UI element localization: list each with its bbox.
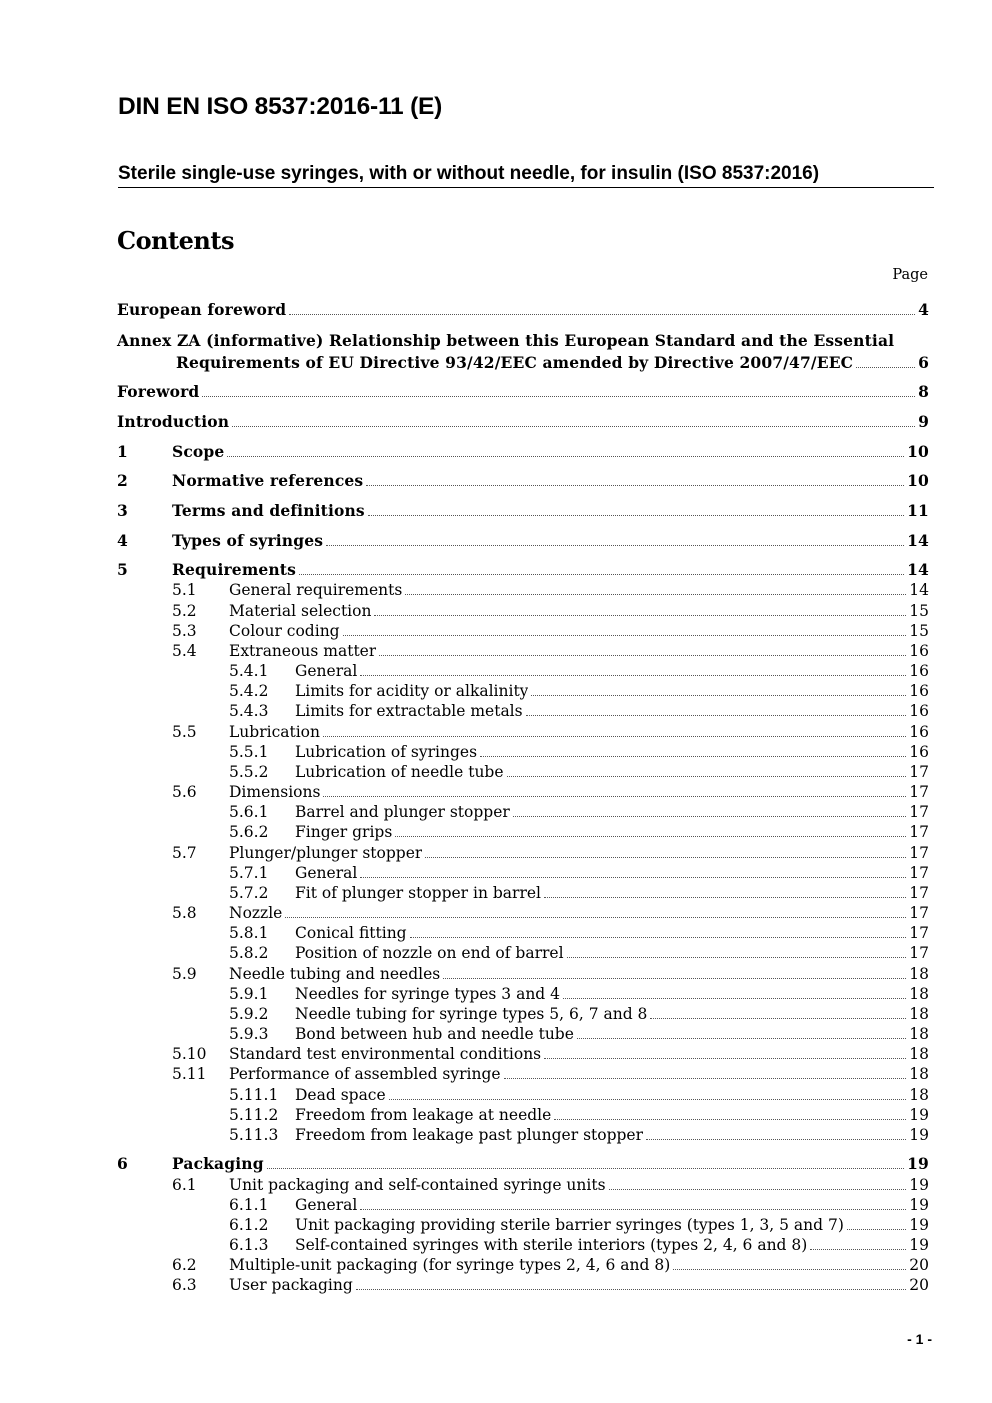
toc-entry-page: 17 xyxy=(909,944,929,962)
toc-entry-page: 16 xyxy=(909,662,929,680)
toc-dot-leader xyxy=(609,1188,907,1190)
toc-entry-number: 6.1.1 xyxy=(229,1196,269,1214)
toc-entry-number: 5.3 xyxy=(172,622,197,640)
toc-entry[interactable] xyxy=(117,412,929,432)
toc-entry[interactable] xyxy=(117,442,929,462)
toc-entry[interactable] xyxy=(117,681,929,701)
toc-dot-leader xyxy=(646,1138,906,1140)
toc-entry-number: 6.1.2 xyxy=(229,1216,269,1234)
toc-entry-title: Dead space xyxy=(295,1086,386,1104)
toc-entry-page: 18 xyxy=(909,985,929,1003)
toc-entry[interactable] xyxy=(117,822,929,842)
toc-entry-page: 17 xyxy=(909,844,929,862)
toc-entry-number: 5.5.1 xyxy=(229,743,269,761)
toc-entry-page: 16 xyxy=(909,723,929,741)
document-title: Sterile single-use syringes, with or without needle, for insulin (ISO 8537:2016) xyxy=(118,163,934,188)
toc-dot-leader xyxy=(289,313,915,315)
toc-entry-title: Multiple-unit packaging (for syringe types 2, 4, 6 and 8) xyxy=(229,1256,671,1274)
toc-dot-leader xyxy=(368,514,904,516)
toc-entry-title: Types of syringes xyxy=(172,531,324,550)
toc-entry-page: 20 xyxy=(909,1256,929,1274)
toc-entry-page: 20 xyxy=(909,1276,929,1294)
toc-entry-title: Scope xyxy=(172,442,225,461)
toc-entry-number: 6.1 xyxy=(172,1176,197,1194)
toc-entry-number: 5.10 xyxy=(172,1045,207,1063)
toc-entry[interactable] xyxy=(117,984,929,1004)
toc-entry[interactable] xyxy=(117,382,929,402)
toc-entry-title: Material selection xyxy=(229,602,372,620)
toc-entry-number: 5.7.1 xyxy=(229,864,269,882)
toc-dot-leader xyxy=(232,425,915,427)
toc-entry-page: 19 xyxy=(909,1236,929,1254)
toc-entry[interactable] xyxy=(117,1125,929,1145)
toc-dot-leader xyxy=(374,614,906,616)
toc-entry[interactable] xyxy=(117,863,929,883)
toc-dot-leader xyxy=(567,956,907,958)
toc-entry[interactable] xyxy=(117,661,929,681)
toc-entry-page: 18 xyxy=(909,1025,929,1043)
toc-entry-number: 5.9 xyxy=(172,965,197,983)
toc-entry[interactable] xyxy=(117,802,929,822)
toc-entry-number: 5.4.3 xyxy=(229,702,269,720)
toc-entry-page: 18 xyxy=(909,1065,929,1083)
toc-dot-leader xyxy=(366,484,904,486)
page-column-label: Page xyxy=(892,267,928,283)
toc-entry[interactable] xyxy=(117,843,929,863)
toc-entry-number: 5.4.2 xyxy=(229,682,269,700)
toc-entry-page: 19 xyxy=(909,1126,929,1144)
toc-entry[interactable] xyxy=(117,1175,929,1195)
toc-dot-leader xyxy=(343,634,907,636)
toc-dot-leader xyxy=(425,856,906,858)
toc-entry-page: 16 xyxy=(909,682,929,700)
toc-dot-leader xyxy=(531,694,906,696)
toc-entry-page: 19 xyxy=(907,1154,929,1173)
toc-dot-leader xyxy=(480,755,906,757)
toc-entry-page: 10 xyxy=(907,471,929,490)
toc-dot-leader xyxy=(267,1167,904,1169)
toc-entry[interactable] xyxy=(117,1004,929,1024)
toc-entry-title: General xyxy=(295,864,358,882)
toc-entry-title: Terms and definitions xyxy=(172,501,365,520)
toc-entry-title: Colour coding xyxy=(229,622,340,640)
toc-entry-number: 5 xyxy=(117,560,128,579)
toc-entry-number: 6.2 xyxy=(172,1256,197,1274)
toc-entry-number: 3 xyxy=(117,501,128,520)
toc-dot-leader xyxy=(202,395,915,397)
toc-entry[interactable] xyxy=(117,701,929,721)
toc-entry-title: Limits for extractable metals xyxy=(295,702,523,720)
toc-entry-page: 14 xyxy=(907,560,929,579)
toc-entry-title: Freedom from leakage at needle xyxy=(295,1106,552,1124)
toc-entry-page: 10 xyxy=(907,442,929,461)
toc-entry-title: Barrel and plunger stopper xyxy=(295,803,510,821)
toc-dot-leader xyxy=(544,1057,906,1059)
toc-entry-title: European foreword xyxy=(117,300,287,319)
document-id: DIN EN ISO 8537:2016-11 (E) xyxy=(118,93,443,120)
toc-entry-title: Packaging xyxy=(172,1154,264,1173)
toc-dot-leader xyxy=(379,654,906,656)
toc-entry-page: 17 xyxy=(909,864,929,882)
toc-entry[interactable] xyxy=(117,531,929,551)
toc-entry-title: Needle tubing and needles xyxy=(229,965,441,983)
toc-entry-number: 6.3 xyxy=(172,1276,197,1294)
toc-entry[interactable] xyxy=(117,471,929,491)
toc-entry[interactable] xyxy=(117,1215,929,1235)
toc-entry-number: 5.11 xyxy=(172,1065,207,1083)
toc-dot-leader xyxy=(810,1248,906,1250)
toc-entry-page: 16 xyxy=(909,743,929,761)
toc-entry-number: 5.4 xyxy=(172,642,197,660)
toc-entry[interactable] xyxy=(117,300,929,320)
toc-entry-title: Fit of plunger stopper in barrel xyxy=(295,884,541,902)
toc-entry-number: 6 xyxy=(117,1154,128,1173)
toc-entry-number: 5.2 xyxy=(172,602,197,620)
toc-entry[interactable] xyxy=(117,782,929,802)
toc-dot-leader xyxy=(443,977,906,979)
toc-entry-page: 6 xyxy=(918,353,929,372)
toc-entry[interactable] xyxy=(117,742,929,762)
toc-entry-number: 5.11.1 xyxy=(229,1086,279,1104)
toc-entry-title: Self-contained syringes with sterile interiors (types 2, 4, 6 and 8) xyxy=(295,1236,808,1254)
toc-dot-leader xyxy=(410,936,907,938)
toc-entry-page: 16 xyxy=(909,702,929,720)
toc-entry-title: Unit packaging and self-contained syringe units xyxy=(229,1176,606,1194)
toc-entry-number: 6.1.3 xyxy=(229,1236,269,1254)
toc-dot-leader xyxy=(405,593,906,595)
toc-entry-page: 4 xyxy=(918,300,929,319)
toc-entry-number: 5.5.2 xyxy=(229,763,269,781)
toc-entry[interactable] xyxy=(117,1154,929,1174)
toc-dot-leader xyxy=(554,1118,906,1120)
toc-entry-page: 14 xyxy=(909,581,929,599)
toc-entry-title: Plunger/plunger stopper xyxy=(229,844,423,862)
toc-entry[interactable] xyxy=(117,1105,929,1125)
toc-entry-page: 9 xyxy=(918,412,929,431)
toc-entry-number: 5.6.1 xyxy=(229,803,269,821)
toc-dot-leader xyxy=(326,544,904,546)
toc-entry[interactable] xyxy=(117,1275,929,1295)
toc-entry-page: 18 xyxy=(909,1086,929,1104)
toc-entry[interactable] xyxy=(117,1044,929,1064)
toc-entry-page: 17 xyxy=(909,823,929,841)
toc-entry-title: General xyxy=(295,662,358,680)
toc-entry[interactable] xyxy=(117,1064,929,1084)
toc-entry-title: Lubrication of syringes xyxy=(295,743,478,761)
toc-dot-leader xyxy=(356,1288,906,1290)
toc-entry-number: 4 xyxy=(117,531,128,550)
toc-entry-page: 17 xyxy=(909,803,929,821)
toc-entry[interactable] xyxy=(117,1085,929,1105)
toc-entry-title: User packaging xyxy=(229,1276,353,1294)
toc-entry-page: 19 xyxy=(909,1176,929,1194)
toc-entry[interactable] xyxy=(117,1024,929,1044)
toc-entry-number: 5.9.2 xyxy=(229,1005,269,1023)
toc-entry-number: 5.8.2 xyxy=(229,944,269,962)
toc-entry[interactable] xyxy=(117,501,929,521)
toc-entry-page: 17 xyxy=(909,763,929,781)
toc-entry[interactable] xyxy=(117,903,929,923)
toc-entry-number: 5.8 xyxy=(172,904,197,922)
toc-entry-title: Lubrication of needle tube xyxy=(295,763,504,781)
toc-entry-title: Position of nozzle on end of barrel xyxy=(295,944,564,962)
toc-entry-title: Extraneous matter xyxy=(229,642,377,660)
toc-entry-page: 14 xyxy=(907,531,929,550)
toc-entry-number: 5.11.2 xyxy=(229,1106,279,1124)
toc-dot-leader xyxy=(507,775,907,777)
toc-entry-title: Limits for acidity or alkalinity xyxy=(295,682,529,700)
toc-entry-annex-line1[interactable]: Annex ZA (informative) Relationship between this European Standard and the Essential xyxy=(117,331,895,350)
toc-entry-number: 2 xyxy=(117,471,128,490)
toc-dot-leader xyxy=(389,1098,907,1100)
toc-dot-leader xyxy=(299,573,904,575)
toc-entry-page: 19 xyxy=(909,1216,929,1234)
toc-entry-number: 5.9.1 xyxy=(229,985,269,1003)
toc-entry-page: 8 xyxy=(918,382,929,401)
toc-entry[interactable] xyxy=(117,353,929,373)
toc-dot-leader xyxy=(563,997,906,999)
toc-entry-title: Performance of assembled syringe xyxy=(229,1065,501,1083)
toc-dot-leader xyxy=(544,896,906,898)
toc-entry-title: Nozzle xyxy=(229,904,283,922)
toc-dot-leader xyxy=(227,455,904,457)
toc-entry[interactable] xyxy=(117,762,929,782)
toc-entry[interactable] xyxy=(117,964,929,984)
toc-entry[interactable] xyxy=(117,943,929,963)
toc-entry-title: Needle tubing for syringe types 5, 6, 7 and 8 xyxy=(295,1005,648,1023)
toc-entry-title: Lubrication xyxy=(229,723,320,741)
toc-entry[interactable] xyxy=(117,1195,929,1215)
toc-dot-leader xyxy=(360,1208,906,1210)
toc-entry[interactable] xyxy=(117,923,929,943)
toc-entry[interactable] xyxy=(117,1235,929,1255)
toc-dot-leader xyxy=(504,1077,907,1079)
toc-entry-number: 5.11.3 xyxy=(229,1126,279,1144)
toc-entry-title: Requirements of EU Directive 93/42/EEC amended by Directive 2007/47/EEC xyxy=(176,353,854,372)
toc-entry-page: 17 xyxy=(909,884,929,902)
toc-entry-title: Dimensions xyxy=(229,783,321,801)
toc-entry-page: 17 xyxy=(909,904,929,922)
toc-entry-number: 5.8.1 xyxy=(229,924,269,942)
toc-entry-page: 17 xyxy=(909,924,929,942)
toc-entry[interactable] xyxy=(117,580,929,600)
toc-entry-number: 5.9.3 xyxy=(229,1025,269,1043)
toc-entry-title: Bond between hub and needle tube xyxy=(295,1025,574,1043)
toc-entry-page: 19 xyxy=(909,1196,929,1214)
toc-entry-title: Freedom from leakage past plunger stopper xyxy=(295,1126,644,1144)
toc-dot-leader xyxy=(673,1268,906,1270)
toc-entry-title: General xyxy=(295,1196,358,1214)
toc-dot-leader xyxy=(285,916,906,918)
toc-entry-page: 18 xyxy=(909,965,929,983)
toc-entry-title: Requirements xyxy=(172,560,296,579)
toc-entry[interactable] xyxy=(117,601,929,621)
toc-entry-title: Conical fitting xyxy=(295,924,407,942)
toc-dot-leader xyxy=(395,835,906,837)
toc-entry[interactable] xyxy=(117,621,929,641)
toc-entry[interactable] xyxy=(117,641,929,661)
toc-entry-page: 18 xyxy=(909,1045,929,1063)
toc-entry[interactable] xyxy=(117,883,929,903)
toc-entry-number: 1 xyxy=(117,442,128,461)
toc-entry-number: 5.4.1 xyxy=(229,662,269,680)
toc-entry-page: 15 xyxy=(909,622,929,640)
toc-dot-leader xyxy=(360,674,906,676)
toc-entry-page: 16 xyxy=(909,642,929,660)
toc-entry-title: Normative references xyxy=(172,471,364,490)
toc-entry[interactable] xyxy=(117,1255,929,1275)
toc-entry-page: 17 xyxy=(909,783,929,801)
toc-dot-leader xyxy=(577,1037,906,1039)
toc-entry-title: Finger grips xyxy=(295,823,393,841)
toc-entry-title: General requirements xyxy=(229,581,403,599)
toc-entry[interactable] xyxy=(117,722,929,742)
page-number: - 1 - xyxy=(907,1331,932,1347)
contents-heading: Contents xyxy=(117,226,234,255)
toc-entry-title: Introduction xyxy=(117,412,230,431)
toc-entry[interactable] xyxy=(117,560,929,580)
toc-dot-leader xyxy=(856,366,915,368)
toc-entry-number: 5.6 xyxy=(172,783,197,801)
toc-entry-page: 19 xyxy=(909,1106,929,1124)
toc-entry-number: 5.5 xyxy=(172,723,197,741)
toc-dot-leader xyxy=(323,795,906,797)
toc-dot-leader xyxy=(360,876,906,878)
toc-dot-leader xyxy=(650,1017,906,1019)
toc-entry-title: Standard test environmental conditions xyxy=(229,1045,542,1063)
toc-dot-leader xyxy=(526,714,907,716)
toc-dot-leader xyxy=(323,735,906,737)
toc-entry-page: 11 xyxy=(907,501,929,520)
toc-entry-title: Foreword xyxy=(117,382,200,401)
toc-dot-leader xyxy=(513,815,906,817)
toc-entry-number: 5.7.2 xyxy=(229,884,269,902)
toc-entry-title: Unit packaging providing sterile barrier syringes (types 1, 3, 5 and 7) xyxy=(295,1216,844,1234)
toc-entry-number: 5.6.2 xyxy=(229,823,269,841)
toc-entry-number: 5.1 xyxy=(172,581,197,599)
toc-dot-leader xyxy=(847,1228,906,1230)
toc-entry-page: 15 xyxy=(909,602,929,620)
toc-entry-page: 18 xyxy=(909,1005,929,1023)
toc-entry-title: Needles for syringe types 3 and 4 xyxy=(295,985,561,1003)
toc-entry-number: 5.7 xyxy=(172,844,197,862)
